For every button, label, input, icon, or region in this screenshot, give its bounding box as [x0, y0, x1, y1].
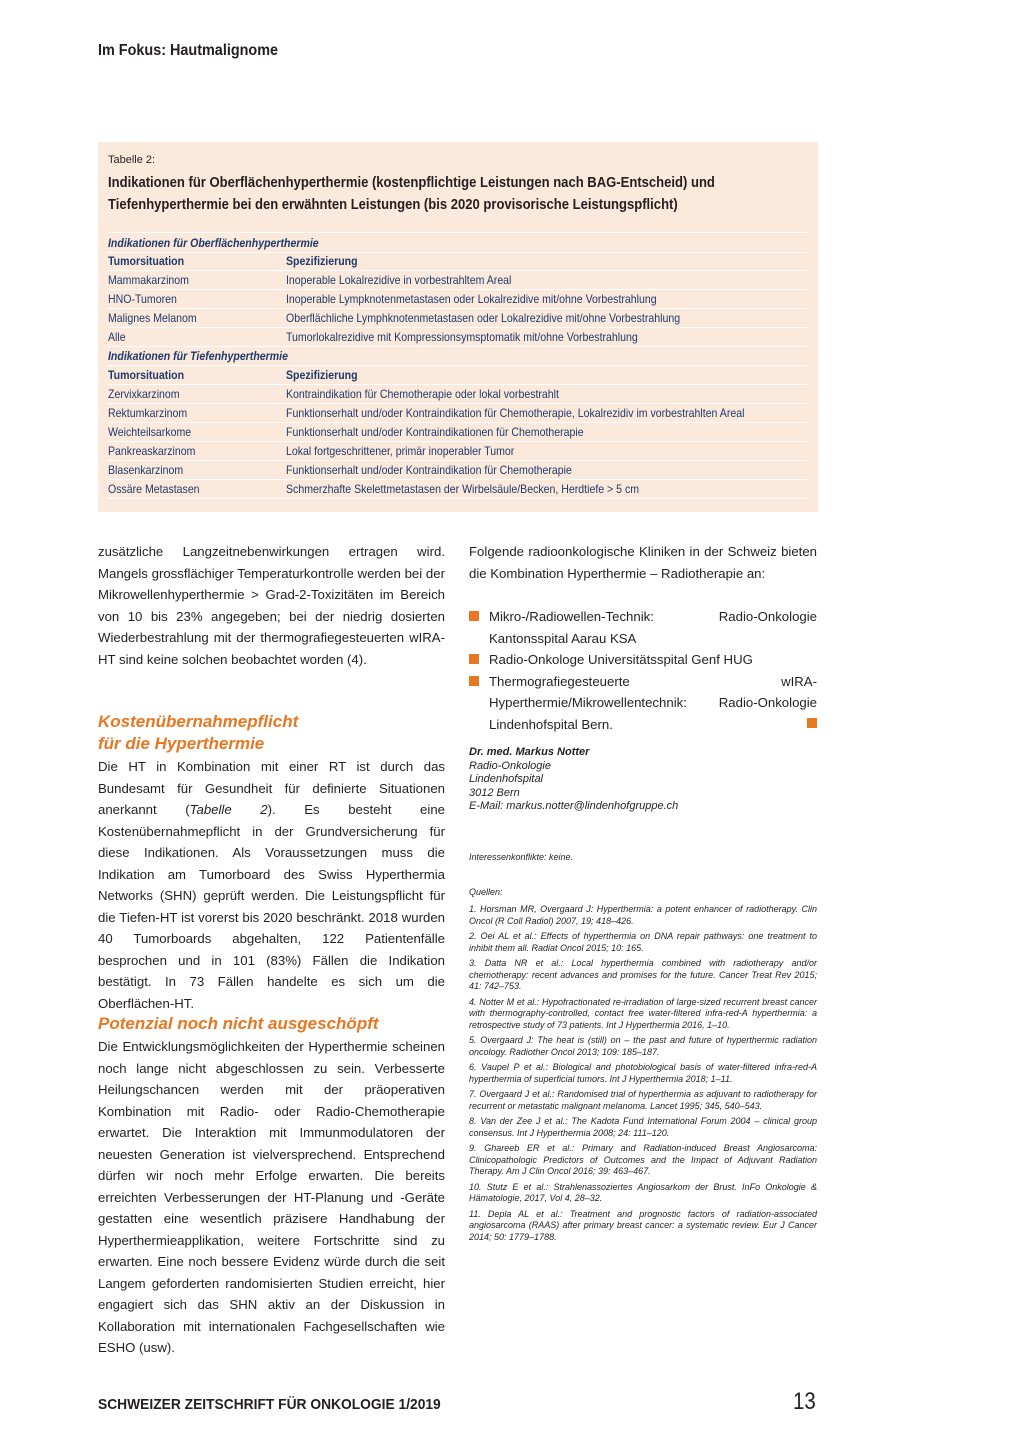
table-section-surface: [108, 232, 808, 253]
table-cell: HNO-Tumoren: [108, 292, 177, 306]
reference-item: 6. Vaupel P et al.: Biological and photobiological basis of water-filtered infra-red-A hyperthermia of superficial tumors. Int J Hyperthermia 2018; 1–11.: [469, 1062, 817, 1084]
reference-item: 10. Stutz E et al.: Strahlenassoziertes Angiosarkom der Brust. InFo Onkologie & Hämatologie, 2017, Vol 4, 28–32.: [469, 1181, 817, 1203]
table-reference-link: Tabelle 2: [189, 802, 268, 817]
table-cell: Inoperable Lokalrezidive in vorbestrahltem Areal: [286, 273, 512, 287]
table-cell: Mammakarzinom: [108, 273, 189, 287]
table-header-row: [108, 365, 808, 385]
reference-item: 1. Horsman MR, Overgaard J: Hyperthermia: a potent enhancer of radiotherapy. Clin Oncol (R Coll Radiol) 2007, 19; 418–426.: [469, 904, 817, 926]
list-item-text: Mikro-/Radiowellen-Technik: Radio-Onkologie Kantonsspital Aarau KSA: [489, 609, 817, 646]
list-item: [469, 649, 817, 671]
reference-item: 3. Datta NR et al.: Local hyperthermia combined with radiotherapy and/or chemotherapy: recent advances and promises for the future. Cancer Treat Rev 2015; 41: 742–753.: [469, 958, 817, 991]
square-bullet-icon: [469, 611, 479, 621]
end-of-article-icon: [807, 718, 817, 728]
heading-line-2: für die Hyperthermie: [98, 734, 265, 753]
table-header-row: [108, 251, 808, 271]
conflicts-statement: Interessenkonflikte: keine.: [469, 852, 574, 862]
column-header-spezifizierung: Spezifizierung: [286, 254, 358, 268]
left-intro-paragraph: zusätzliche Langzeitnebenwirkungen ertragen wird. Mangels grossflächiger Temperaturkontrolle werden bei der Mikrowellenhyperthermie > Grad-2-Toxizitäten im Bereich von 10 bis 23% angegeben; bei der niedrig dosierten Wiederbestrahlung mit der thermografiegesteuerten wIRA-HT sind keine solchen beobachtet worden (4).: [98, 544, 445, 667]
table-row: [108, 384, 808, 404]
table-row: [108, 422, 808, 442]
table-cell: Blasenkarzinom: [108, 463, 184, 477]
reference-item: 9. Ghareeb ER et al.: Primary and Radiation-induced Breast Angiosarcoma: Clinicopathologic Predictors of Outcomes and the Impact of Adjuvant Radiation Therapy. Am J Clin Oncol 2016; 39: 463–467.: [469, 1143, 817, 1176]
paragraph-potenzial: Die Entwicklungsmöglichkeiten der Hyperthermie scheinen noch lange nicht abgeschlossen zu sein. Verbesserte Heilungschancen werden mit der präoperativen Kombination mit Radio- oder Radio-Chemotherapie erwartet. Die Interaktion mit Immunmodulatoren der neuesten Generation ist vielversprechend. Entsprechend dürfen wir noch mehr Erfolge erwarten. Die bereits erreichten Verbesserungen der HT-Planung und -Geräte gestatten eine wesentlich präzisere Handhabung der Hyperthermieapplikation, weitere Fortschritte sind zu erwarten. Eine noch bessere Evidenz würde durch die seit Langem geforderten randomisierten Studien erreicht, hier engagiert sich das SHN aktiv an der Diskussion in Kollaboration mit internationalen Fachgesellschaften wie ESHO (usw).: [98, 1039, 445, 1355]
page-number: 13: [793, 1388, 816, 1415]
table-cell: Alle: [108, 330, 126, 344]
reference-item: 8. Van der Zee J et al.: The Kadota Fund International Forum 2004 – clinical group consensus. Int J Hyperthermia 2008; 24: 111–120.: [469, 1116, 817, 1138]
table-cell: Tumorlokalrezidive mit Kompressionsymsptomatik mit/ohne Vorbestrahlung: [286, 330, 638, 344]
sources-label: Quellen:: [469, 887, 503, 897]
table-cell: Ossäre Metastasen: [108, 482, 200, 496]
table-cell: Funktionserhalt und/oder Kontraindikation für Chemotherapie, Lokalrezidiv im vorbestrahlten Areal: [286, 406, 745, 420]
paragraph-kostenuebernahme: [98, 756, 445, 1014]
heading-potenzial: Potenzial noch nicht ausgeschöpft: [98, 1014, 379, 1033]
table-cell: Funktionserhalt und/oder Kontraindikationen für Chemotherapie: [286, 425, 584, 439]
table-title-line-1: Indikationen für Oberflächenhyperthermie (kostenpflichtige Leistungen nach BAG-Entscheid) und: [108, 175, 715, 191]
right-intro-paragraph: Folgende radioonkologische Kliniken in der Schweiz bieten die Kombination Hyperthermie – Radiotherapie an:: [469, 544, 817, 581]
table-row: [108, 270, 808, 290]
column-header-tumorsituation: Tumorsituation: [108, 254, 185, 268]
table-row: [108, 460, 808, 480]
clinic-list: [469, 606, 817, 735]
section-label: Indikationen für Tiefenhyperthermie: [108, 349, 288, 363]
author-name: Dr. med. Markus Notter: [469, 746, 590, 758]
square-bullet-icon: [469, 654, 479, 664]
table-cell: Oberflächliche Lymphknotenmetastasen oder Lokalrezidive mit/ohne Vorbestrahlung: [286, 311, 681, 325]
table-row: [108, 289, 808, 309]
table-cell: Rektumkarzinom: [108, 406, 188, 420]
list-item-text: Radio-Onkologe Universitätsspital Genf HUG: [489, 652, 753, 667]
table-cell: Schmerzhafte Skelettmetastasen der Wirbelsäule/Becken, Herdtiefe > 5 cm: [286, 482, 640, 496]
author-email: E-Mail: markus.notter@lindenhofgruppe.ch: [469, 800, 679, 812]
table-title-line-2: Tiefenhyperthermie bei den erwähnten Leistungen (bis 2020 provisorische Leistungspflicht): [108, 197, 678, 213]
table-cell: Kontraindikation für Chemotherapie oder lokal vorbestrahlt: [286, 387, 559, 401]
paragraph-text: Die HT in Kombination mit einer RT ist durch das Bundesamt für Gesundheit für definierte Situationen anerkannt (: [98, 759, 445, 817]
table-section-deep: [108, 346, 808, 366]
column-header-tumorsituation: Tumorsituation: [108, 368, 185, 382]
table-row: [108, 403, 808, 423]
table-cell: Malignes Melanom: [108, 311, 197, 325]
table-row: [108, 441, 808, 461]
reference-item: 11. Depla AL et al.: Treatment and prognostic factors of radiation-associated angiosarcoma (RAAS) after primary breast cancer: a systematic review. Eur J Cancer 2014; 50: 1779–1788.: [469, 1208, 817, 1242]
column-header-spezifizierung: Spezifizierung: [286, 368, 358, 382]
journal-footer: SCHWEIZER ZEITSCHRIFT FÜR ONKOLOGIE 1/2019: [98, 1396, 441, 1413]
table-cell: Inoperable Lympknotenmetastasen oder Lokalrezidive mit/ohne Vorbestrahlung: [286, 292, 657, 306]
reference-item: 5. Overgaard J: The heat is (still) on – the past and future of hyperthermic radiation oncology. Radiother Oncol 2013; 109: 185–187.: [469, 1035, 817, 1057]
author-block: [469, 746, 817, 814]
author-line: Radio-Onkologie: [469, 759, 551, 772]
author-line: 3012 Bern: [469, 786, 520, 799]
table-cell: Pankreaskarzinom: [108, 444, 196, 458]
table-row: [108, 327, 808, 347]
heading-line-1: Kostenübernahmepflicht: [98, 712, 299, 731]
heading-kostenuebernahme: [98, 711, 445, 755]
table-title: [108, 172, 738, 216]
section-title: Im Fokus: Hautmalignome: [98, 42, 279, 59]
table-row: [108, 308, 808, 328]
table-label: Tabelle 2:: [108, 154, 156, 166]
table-cell: Lokal fortgeschrittener, primär inoperabler Tumor: [286, 444, 515, 458]
reference-item: 7. Overgaard J et al.: Randomised trial of hyperthermia as adjuvant to radiotherapy for recurrent or metastatic malignant melanoma. Lancet 1995; 345, 540–543.: [469, 1089, 817, 1111]
table-row: [108, 479, 808, 499]
reference-list: [469, 904, 817, 1247]
reference-item: 2. Oei AL et al.: Effects of hyperthermia on DNA repair pathways: one treatment to inhibit them all. Radiat Oncol 2015; 10: 165.: [469, 931, 817, 953]
list-item: [469, 606, 817, 649]
square-bullet-icon: [469, 676, 479, 686]
section-label: Indikationen für Oberflächenhyperthermie: [108, 236, 319, 250]
reference-item: 4. Notter M et al.: Hypofractionated re-irradiation of large-sized recurrent breast cancer with thermography-controlled, contact free water-filtered infra-red-A hyperthermia: a retrospective study of 73 patients. Int J Hyperthermia 2016, 1–10.: [469, 996, 817, 1030]
paragraph-text: ). Es besteht eine Kostenübernahmepflicht in der Grundversicherung für diese Indikationen. Als Voraussetzungen muss die Indikation am Tumorboard des Swiss Hyperthermia Networks (SHN) geprüft werden. Die Leistungspflicht für die Tiefen-HT ist vorerst bis 2020 beschränkt. 2018 wurden 40 Tumorboards abgehalten, 122 Patientenfälle besprochen und in 101 (83%) Fällen die Indikation bestätigt. In 73 Fällen handelte es sich um die Oberflächen-HT.: [98, 802, 445, 1011]
table-cell: Funktionserhalt und/oder Kontraindikation für Chemotherapie: [286, 463, 572, 477]
table-cell: Weichteilsarkome: [108, 425, 192, 439]
table-cell: Zervixkarzinom: [108, 387, 180, 401]
list-item-text: Thermografiegesteuerte wIRA-Hyperthermie/Mikrowellentechnik: Radio-Onkologie Lindenhofspital Bern.: [489, 673, 817, 732]
list-item: [469, 671, 817, 736]
author-line: Lindenhofspital: [469, 773, 544, 785]
